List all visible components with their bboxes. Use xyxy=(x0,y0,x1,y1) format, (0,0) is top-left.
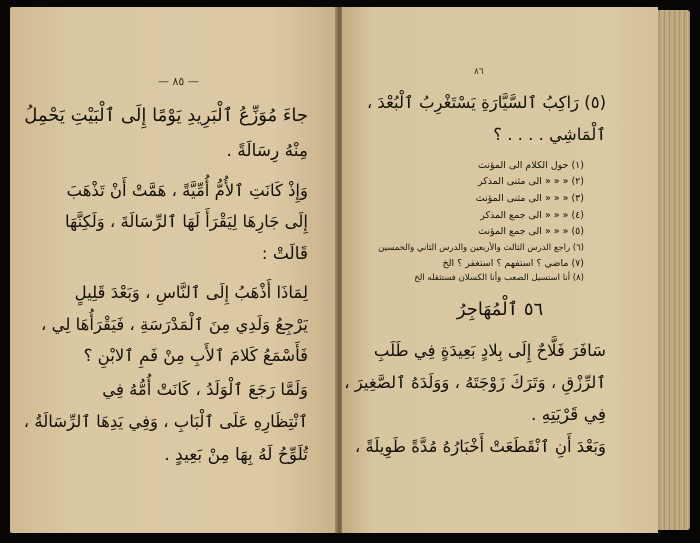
left-line-3: وَإِذْ كَانَتِ ٱلأُمُّ أُمِّيَّةً ، هَمَّتْ أَنْ تَذْهَبَ xyxy=(66,181,308,200)
exercise-2: (٢) « « « الى مثنى المذكر xyxy=(477,176,584,187)
left-line-1: جاءَ مُوَزِّعُ ٱلْبَرِيدِ يَوْمًا إِلَى ٱلْبَيْتِ يَحْمِلُ xyxy=(24,105,308,126)
exercise-3: (٣) « « « الى مثنى المؤنث xyxy=(475,193,584,204)
lesson-title: ٥٦ ٱلْمُهَاجِرُ xyxy=(456,299,544,320)
left-page-number: — ٨٥ — xyxy=(158,75,199,88)
left-line-10: ٱنْتِظَارِهِ عَلَى ٱلْبَابِ ، وَفِي يَدِهَا ٱلرِّسَالَةُ ، xyxy=(23,412,308,431)
left-line-7: يَرْجِعُ وَلَدِي مِنَ ٱلْمَدْرَسَةِ ، فَيَقْرَأُهَا لِي ، xyxy=(41,315,308,334)
right-line-2: ٱلرِّزْقِ ، وَتَرَكَ زَوْجَتَهُ ، وَوَلَدَهُ ٱلصَّغِيرَ ، xyxy=(344,373,606,392)
left-line-11: تُلَوِّحُ لَهُ بِهَا مِنْ بَعِيدٍ . xyxy=(164,445,308,465)
exercise-7: (٧) ماضي ؟ استفهم ؟ استغفر ؟ الخ xyxy=(442,258,584,269)
left-line-2: مِنْهُ رِسَالَةً . xyxy=(226,141,308,161)
exercise-6: (٦) راجع الدرس الثالث والأربعين والدرس الثاني والخمسين xyxy=(378,243,584,253)
right-page xyxy=(342,7,658,533)
question-line-1: (٥) رَاكِبُ ٱلسَّيَّارَةِ يَسْتَغْرِبُ ٱلْبُعْدَ ، xyxy=(366,93,606,112)
exercise-4: (٤) « « « الى جمع المذكر xyxy=(480,210,584,221)
right-line-1: سَافَرَ فَلَّاحٌ إِلَى بِلادٍ بَعِيدَةٍ فِي طَلَبِ xyxy=(373,341,606,360)
right-line-4: وَبَعْدَ أَنِ ٱنْقَطَعَتْ أَخْبَارُهُ مُدَّةً طَوِيلَةً ، xyxy=(354,437,606,456)
left-line-9: وَلَمَّا رَجَعَ ٱلْوَلَدُ ، كَانَتْ أُمُّهُ فِي xyxy=(102,380,308,399)
exercise-5: (٥) « « « الى جمع المؤنث xyxy=(478,226,584,237)
page-edges xyxy=(656,10,690,530)
left-line-4: إِلَى جَارِهَا لِيَقْرَأَ لَهَا ٱلرِّسَالَةَ ، وَلَكِنَّهَا xyxy=(64,212,308,231)
right-page-number: ٨٦ xyxy=(474,67,484,77)
right-line-3: فِي قَرْيَتِهِ . xyxy=(531,405,606,425)
left-line-5: قَالَتْ : xyxy=(261,244,308,264)
left-page xyxy=(10,7,338,533)
question-line-2: ٱلْمَاشِي . . . . ؟ xyxy=(493,125,606,144)
left-line-8: فَأَسْمَعُ كَلامَ ٱلأَبِ مِنْ فَمِ ٱلابْنِ ؟ xyxy=(83,346,308,365)
left-line-6: لِمَاذَا أَذْهَبُ إِلَى ٱلنَّاسِ ، وَبَعْدَ قَلِيلٍ xyxy=(74,283,308,302)
exercise-1: (١) حول الكلام الى المؤنث xyxy=(478,160,584,171)
exercise-8: (٨) أنا استسيل الصعب وأنا الكسلان فستثقله الخ xyxy=(414,273,584,283)
